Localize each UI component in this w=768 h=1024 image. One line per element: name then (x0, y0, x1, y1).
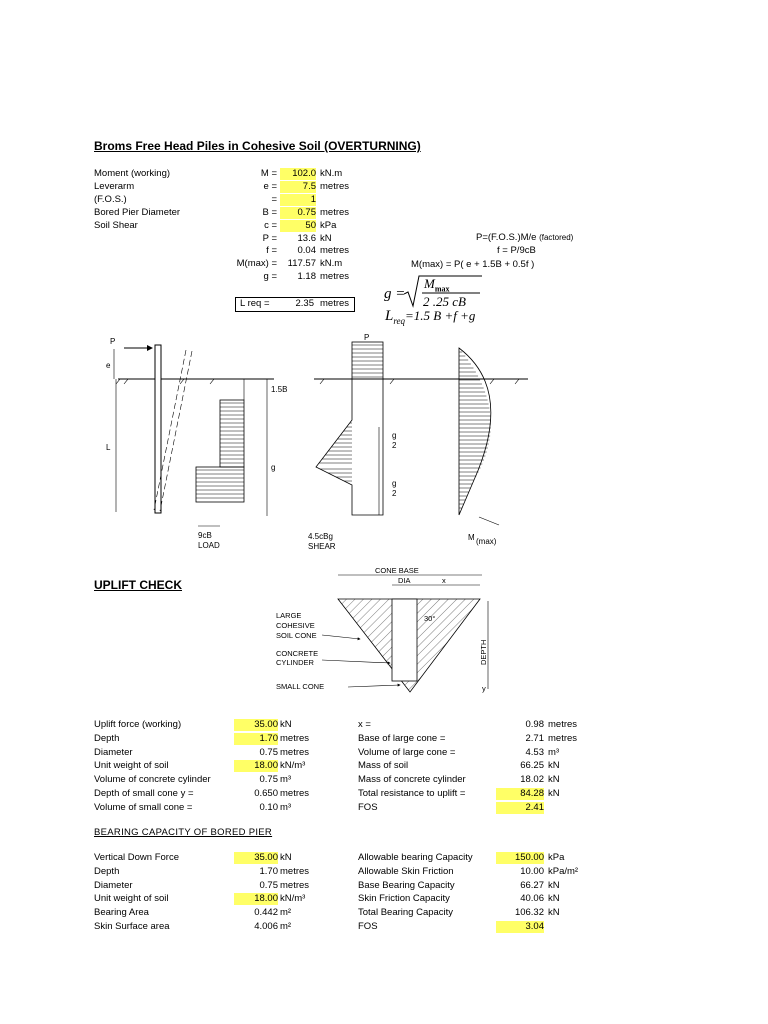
large-cone-label-2: COHESIVE (276, 621, 315, 630)
ot-value: 50 (280, 220, 316, 232)
row-value: 2.41 (496, 802, 544, 814)
row-label: Skin Surface area (94, 921, 170, 932)
uplift-title: UPLIFT CHECK (94, 578, 182, 592)
large-cone-label-1: LARGE (276, 611, 302, 620)
row-label: x = (358, 719, 371, 730)
ot-symbol: c = (264, 219, 277, 231)
ot-label: Bored Pier Diameter (94, 206, 181, 218)
ot-symbol: e = (263, 180, 277, 192)
row-value: 66.27 (520, 879, 544, 891)
load-label-b: LOAD (198, 541, 220, 550)
row-unit: kN (548, 893, 560, 905)
shear-diagram (316, 342, 383, 515)
small-cone-label: SMALL CONE (276, 682, 325, 691)
row-value: 10.00 (520, 865, 544, 877)
row-unit: metres (280, 788, 310, 799)
row-value: 0.10 (259, 801, 278, 813)
ot-unit: metres (320, 180, 350, 192)
row-label: FOS (358, 801, 378, 813)
cone-base-label: CONE BASE (375, 566, 419, 575)
row-label: Depth of small cone y = (94, 788, 194, 799)
row-value: 3.04 (496, 921, 544, 933)
row-unit: m³ (548, 746, 560, 758)
ot-value: 102.0 (280, 168, 316, 180)
label-p: P (110, 337, 116, 346)
row-unit: m³ (280, 801, 292, 813)
label-g2-bottom: g (392, 479, 397, 488)
row-value: 84.28 (496, 788, 544, 800)
cylinder-label-2: CYLINDER (276, 658, 314, 667)
row-label: Base Bearing Capacity (358, 879, 455, 891)
equation-g-denominator: 2 .25 cB (423, 294, 466, 309)
ot-unit: kN (320, 232, 332, 244)
row-unit: metres (280, 879, 310, 891)
row-label: Allowable Skin Friction (358, 865, 454, 877)
formula-f: f = P/9cB (497, 245, 536, 256)
row-value: 4.53 (525, 746, 544, 758)
ot-value: 0.04 (297, 245, 316, 257)
dia-label: DIA (398, 576, 411, 585)
lreq-box (235, 297, 355, 312)
row-unit: metres (548, 719, 578, 730)
row-label: Uplift force (working) (94, 719, 182, 730)
row-unit: kPa (548, 852, 565, 863)
row-label: Mass of soil (358, 760, 409, 772)
ot-symbol: f = (266, 245, 277, 257)
row-value: 0.98 (525, 719, 544, 730)
row-value: 18.00 (234, 760, 278, 772)
ot-value: 1 (280, 194, 316, 206)
cylinder-label-1: CONCRETE (276, 649, 319, 658)
row-label: Skin Friction Capacity (358, 893, 450, 905)
row-label: Diameter (94, 879, 133, 891)
row-unit: metres (280, 865, 310, 877)
bearing-title: BEARING CAPACITY OF BORED PIER (94, 827, 273, 838)
row-unit: metres (548, 732, 578, 744)
row-label: FOS (358, 921, 378, 932)
uplift-diagram (270, 565, 500, 700)
shear-label-b: SHEAR (308, 542, 336, 551)
ot-label: Moment (working) (94, 168, 171, 179)
large-cone-label-3: SOIL CONE (276, 631, 317, 640)
pile-diagram (94, 330, 534, 552)
ot-symbol: M = (260, 168, 277, 179)
ot-symbol: M(max) = (236, 258, 277, 270)
row-unit: kN (280, 719, 292, 730)
ot-unit: metres (320, 271, 350, 283)
ot-value: 13.6 (297, 232, 316, 244)
equation-lreq: $L_{req}=1.5$ B +f +g (385, 308, 476, 326)
row-label: Vertical Down Force (94, 852, 180, 863)
ot-label: Soil Shear (94, 219, 138, 231)
row-unit: m³ (280, 774, 292, 786)
concrete-cylinder (392, 599, 417, 681)
pile (155, 345, 161, 513)
row-label: Volume of concrete cylinder (94, 774, 211, 786)
row-unit: metres (280, 746, 310, 758)
row-value: 2.71 (525, 732, 544, 744)
row-label: Allowable bearing Capacity (358, 852, 473, 863)
ot-value: 7.5 (280, 181, 316, 193)
row-label: Unit weight of soil (94, 893, 169, 905)
depth-label: DEPTH (479, 639, 488, 665)
row-unit: m² (280, 907, 292, 919)
lreq-unit: metres (320, 298, 350, 309)
row-label: Bearing Area (94, 907, 149, 919)
row-label: Base of large cone = (358, 732, 446, 744)
row-unit: kN (280, 852, 292, 863)
row-label: Unit weight of soil (94, 760, 169, 772)
row-unit: kN (548, 907, 560, 919)
label-l: L (106, 443, 111, 452)
row-label: Depth (94, 865, 120, 877)
shear-label-a: 4.5cBg (308, 532, 333, 541)
ot-symbol: B = (262, 206, 277, 218)
ot-label: Leverarm (94, 180, 135, 192)
ot-value: 117.57 (287, 258, 316, 270)
row-unit: kN (548, 788, 560, 799)
row-value: 66.25 (520, 760, 544, 772)
moment-diagram (459, 348, 491, 515)
row-value: 0.442 (254, 907, 278, 919)
row-value: 150.00 (496, 852, 544, 864)
row-value: 18.02 (520, 774, 544, 786)
row-unit: kN/m³ (280, 760, 306, 772)
ot-unit: metres (320, 245, 350, 257)
row-value: 0.75 (259, 774, 278, 786)
ot-unit: kPa (320, 219, 337, 231)
equation-g: g = (384, 286, 406, 302)
ot-value: 0.75 (280, 207, 316, 219)
label-g2-top: g (392, 431, 397, 440)
x-label: x (442, 576, 446, 585)
row-value: 106.32 (514, 907, 544, 919)
row-value: 1.70 (259, 865, 278, 877)
label-e: e (106, 361, 111, 370)
row-unit: kN/m³ (280, 893, 306, 905)
ot-unit: metres (320, 206, 350, 218)
ot-label: (F.O.S.) (94, 193, 127, 205)
lreq-label: L req = (240, 298, 270, 309)
row-unit: m² (280, 921, 292, 932)
ot-value: 1.18 (297, 271, 316, 283)
row-unit: kN (548, 879, 560, 891)
ground-hatch (116, 379, 519, 384)
row-unit: kN (548, 760, 560, 772)
ot-unit: kN.m (320, 258, 343, 270)
row-value: 0.650 (254, 788, 278, 799)
row-value: 18.00 (234, 893, 278, 905)
moment-label-b: (max) (476, 537, 497, 546)
row-label: Total resistance to uplift = (358, 788, 466, 799)
row-unit: kPa/m² (548, 865, 579, 877)
formula-mmax: M(max) = P( e + 1.5B + 0.5f ) (411, 259, 535, 270)
label-two-bottom: 2 (392, 489, 397, 498)
row-value: 0.75 (259, 746, 278, 758)
formula-p: P=(F.O.S.)M/e (factored) (476, 232, 574, 243)
row-unit: kN (548, 774, 560, 786)
equation-g-numerator: $M_{max}$ (424, 276, 450, 294)
row-label: Total Bearing Capacity (358, 907, 454, 919)
ot-symbol: P = (262, 232, 277, 244)
row-value: 40.06 (520, 893, 544, 905)
row-value: 4.006 (254, 921, 278, 932)
label-g: g (271, 463, 276, 472)
angle-label: 30° (424, 614, 436, 623)
row-label: Diameter (94, 746, 133, 758)
load-label-a: 9cB (198, 531, 212, 540)
overturning-title: Broms Free Head Piles in Cohesive Soil (OVERTURNING) (94, 139, 421, 153)
lreq-value: 2.35 (295, 298, 314, 309)
row-unit: metres (280, 732, 310, 744)
ot-unit: kN.m (320, 168, 343, 179)
label-1-5b: 1.5B (271, 385, 288, 394)
row-label: Volume of large cone = (358, 746, 456, 758)
row-value: 35.00 (234, 852, 278, 864)
ot-symbol: = (271, 193, 277, 205)
shear-label-p: P (364, 333, 370, 342)
y-label: y (482, 684, 486, 693)
label-two-top: 2 (392, 441, 397, 450)
row-value: 0.75 (259, 879, 278, 891)
ot-symbol: g = (263, 271, 277, 283)
row-label: Depth (94, 732, 120, 744)
moment-label-a: M (468, 533, 475, 542)
row-label: Mass of concrete cylinder (358, 774, 466, 786)
row-value: 1.70 (234, 733, 278, 745)
row-label: Volume of small cone = (94, 801, 193, 813)
row-value: 35.00 (234, 719, 278, 731)
